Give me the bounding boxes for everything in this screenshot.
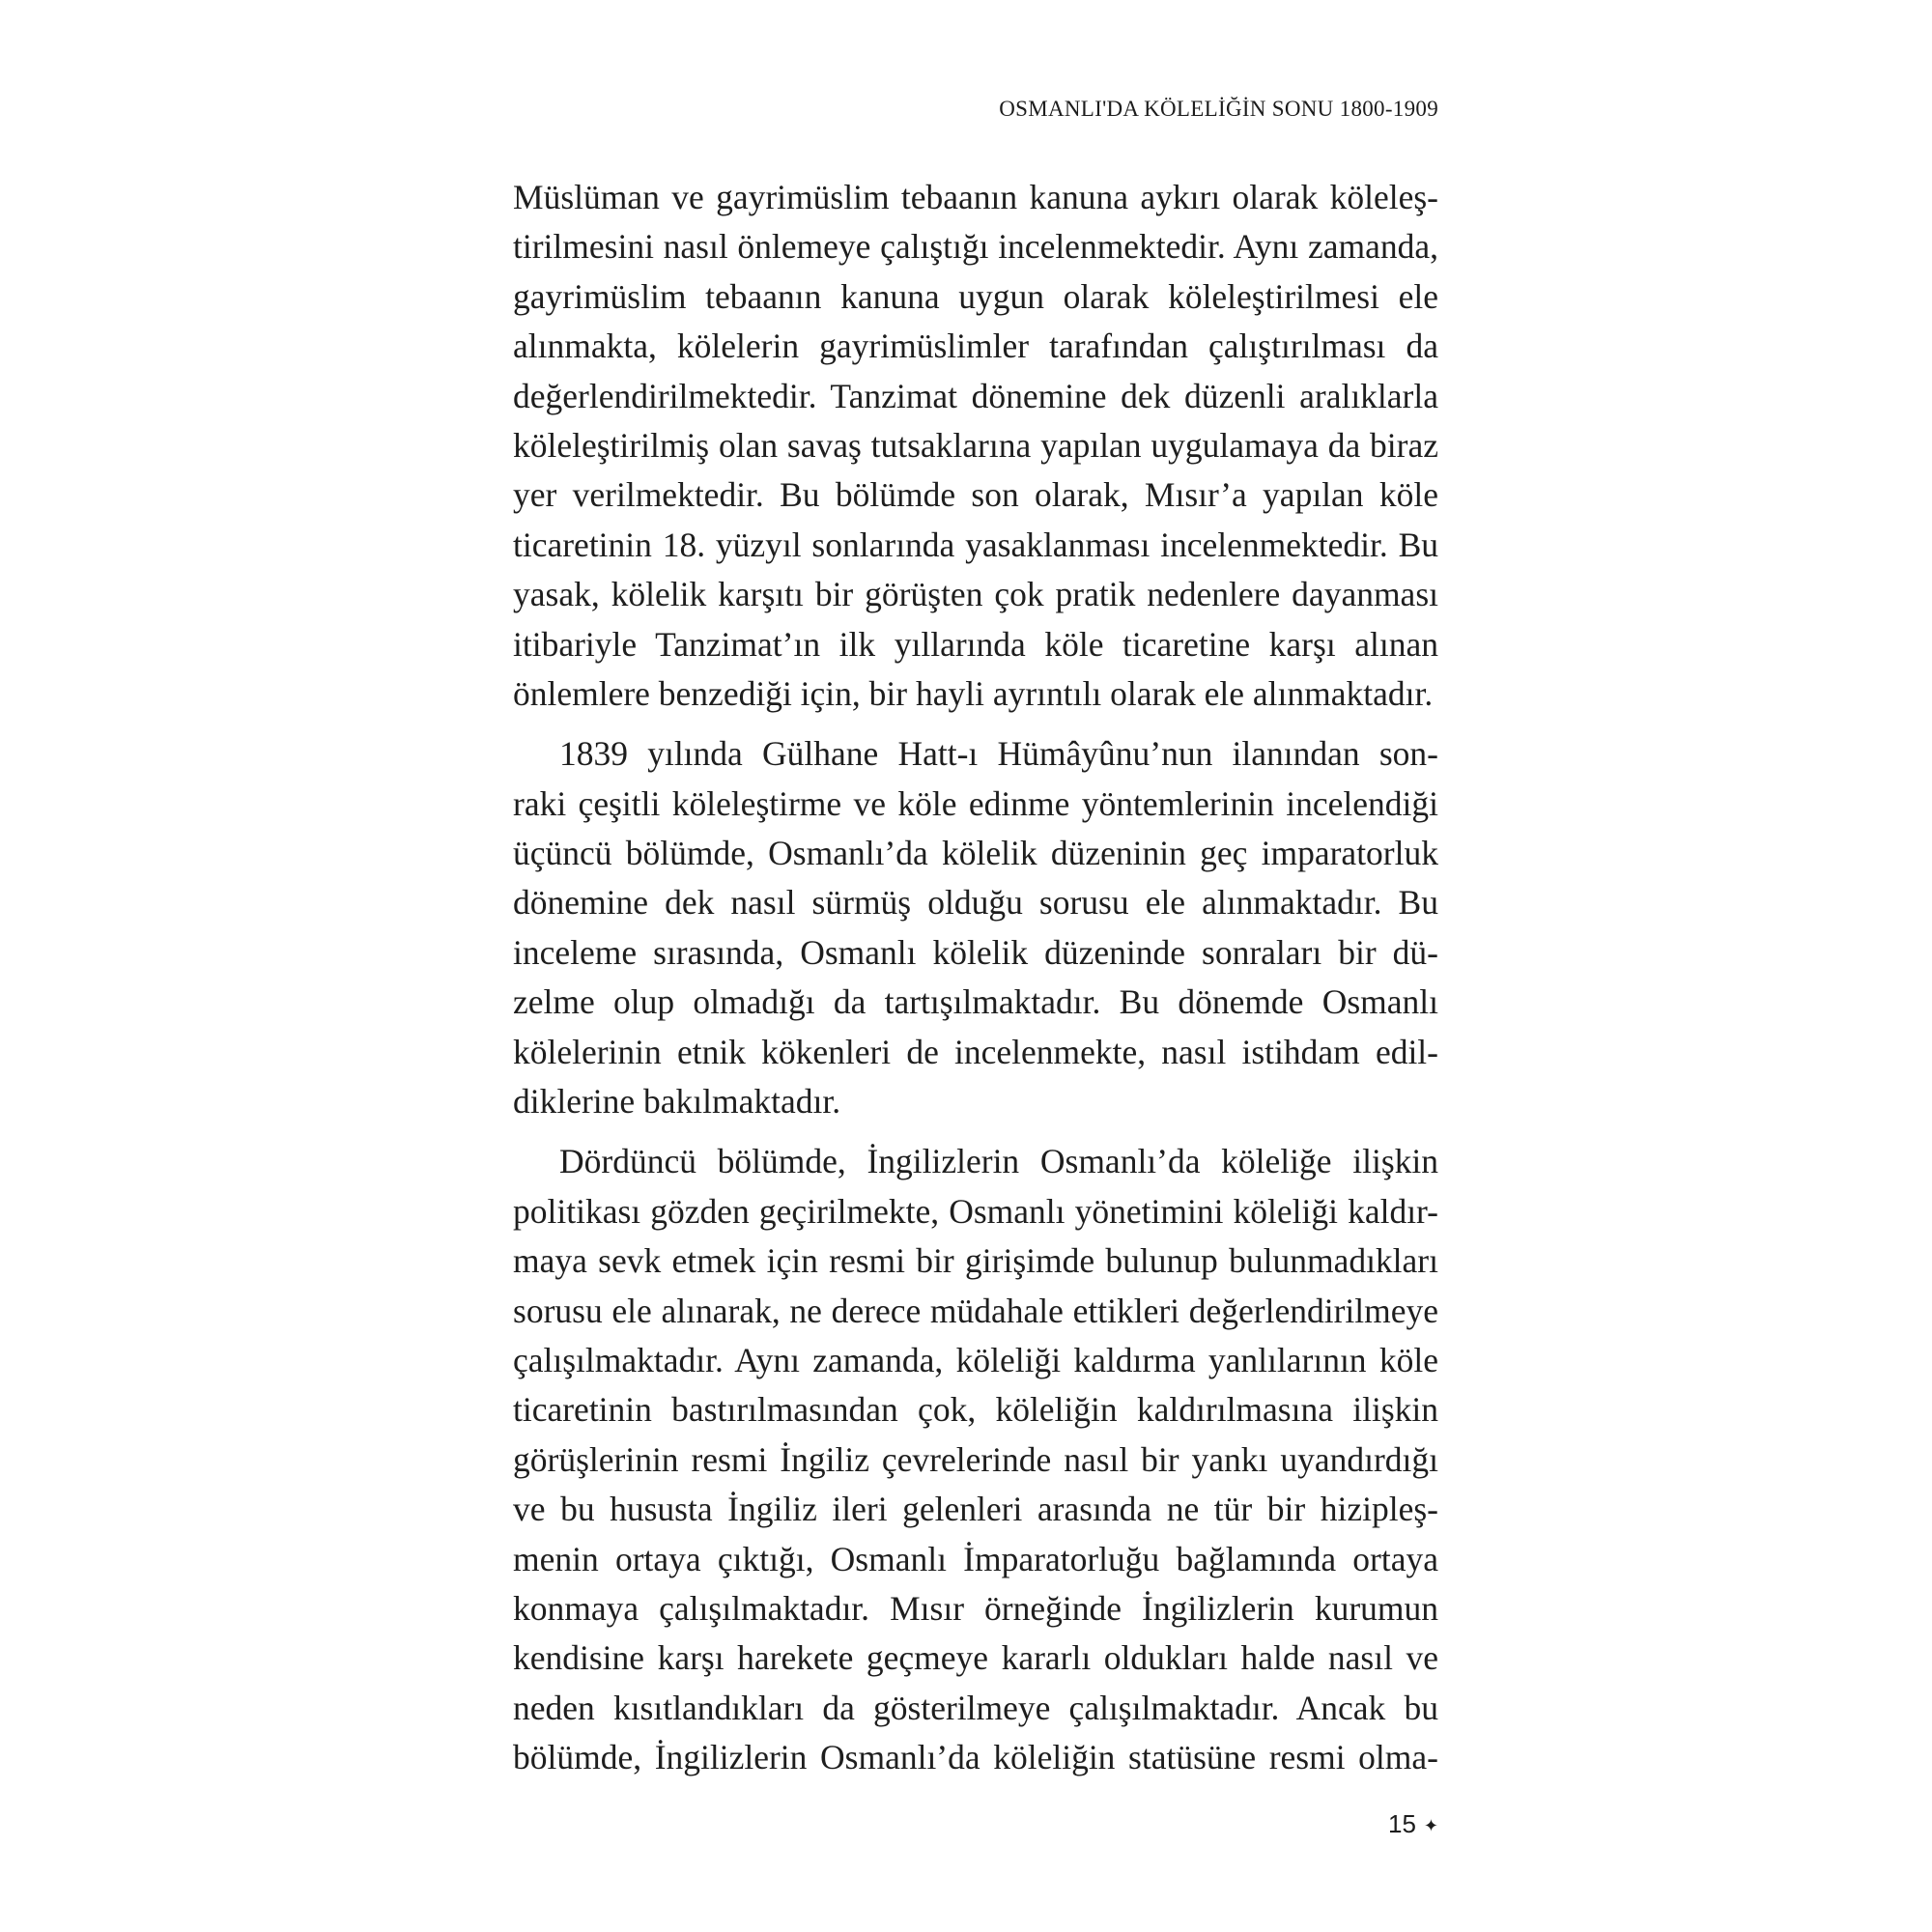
star-ornament-icon: ✦	[1423, 1816, 1438, 1835]
text-line: neden kısıtlandıkları da gösterilmeye çalışılmaktadır. Ancak bu	[513, 1688, 1438, 1727]
text-line: görüşlerinin resmi İngiliz çevrelerinde nasıl bir yankı uyandırdığı	[513, 1439, 1438, 1479]
text-line: ticaretinin 18. yüzyıl sonlarında yasaklanması incelenmektedir. Bu	[513, 525, 1438, 564]
text-line: sorusu ele alınarak, ne derece müdahale ettikleri değerlendirilmeye	[513, 1291, 1438, 1330]
running-header: OSMANLI'DA KÖLELİĞİN SONU 1800-1909	[999, 97, 1438, 121]
text-line: yasak, kölelik karşıtı bir görüşten çok pratik nedenlere dayanması	[513, 575, 1438, 614]
text-line: kölelerinin etnik kökenleri de incelenmekte, nasıl istihdam edil-	[513, 1032, 1438, 1071]
page-footer	[1256, 1809, 1438, 1839]
text-line: gayrimüslim tebaanın kanuna uygun olarak köleleştirilmesi ele	[513, 276, 1438, 316]
page-number: 15	[1387, 1809, 1416, 1838]
paragraph	[513, 173, 1438, 719]
text-line: Müslüman ve gayrimüslim tebaanın kanuna aykırı olarak köleleş-	[513, 178, 1438, 216]
body-text	[513, 173, 1438, 1783]
text-line: tirilmesini nasıl önlemeye çalıştığı incelenmektedir. Aynı zamanda,	[513, 227, 1438, 267]
text-line: konmaya çalışılmaktadır. Mısır örneğinde İngilizlerin kurumun	[513, 1588, 1438, 1628]
text-line: dönemine dek nasıl sürmüş olduğu sorusu ele alınmaktadır. Bu	[513, 883, 1438, 923]
text-line: menin ortaya çıktığı, Osmanlı İmparatorluğu bağlamında ortaya	[513, 1539, 1438, 1578]
text-line: diklerine bakılmaktadır.	[513, 1082, 841, 1122]
text-line: yer verilmektedir. Bu bölümde son olarak, Mısır’a yapılan köle	[513, 475, 1438, 515]
paragraph	[513, 1137, 1438, 1782]
text-line: alınmakta, kölelerin gayrimüslimler tarafından çalıştırılması da	[513, 327, 1438, 366]
text-line: ve bu hususta İngiliz ileri gelenleri arasında ne tür bir hizipleş-	[513, 1490, 1438, 1529]
paragraph	[513, 729, 1438, 1126]
text-line: itibariyle Tanzimat’ın ilk yıllarında köle ticaretine karşı alınan	[513, 624, 1438, 664]
text-line: raki çeşitli köleleştirme ve köle edinme yöntemlerinin incelendiği	[513, 783, 1438, 823]
text-line: inceleme sırasında, Osmanlı kölelik düzeninde sonraları bir dü-	[513, 932, 1438, 972]
text-line: maya sevk etmek için resmi bir girişimde bulunup bulunmadıkları	[513, 1241, 1438, 1281]
text-line: üçüncü bölümde, Osmanlı’da kölelik düzeninin geç imparatorluk	[513, 834, 1438, 873]
paragraph-gap	[513, 719, 1438, 729]
text-line: kendisine karşı harekete geçmeye kararlı oldukları halde nasıl ve	[513, 1638, 1438, 1678]
text-line: zelme olup olmadığı da tartışılmaktadır. Bu dönemde Osmanlı	[513, 982, 1438, 1022]
text-line: bölümde, İngilizlerin Osmanlı’da köleliğin statüsüne resmi olma-	[513, 1738, 1438, 1777]
text-line: çalışılmaktadır. Aynı zamanda, köleliği kaldırma yanlılarının köle	[513, 1340, 1438, 1379]
text-line: politikası gözden geçirilmekte, Osmanlı yönetimini köleliği kaldır-	[513, 1191, 1438, 1231]
text-line: değerlendirilmektedir. Tanzimat dönemine dek düzenli aralıklarla	[513, 376, 1438, 415]
paragraph-gap	[513, 1126, 1438, 1137]
text-line: köleleştirilmiş olan savaş tutsaklarına yapılan uygulamaya da biraz	[513, 425, 1438, 465]
text-line: 1839 yılında Gülhane Hatt-ı Hümâyûnu’nun ilanından son-	[559, 734, 1438, 774]
text-line: ticaretinin bastırılmasından çok, köleliğin kaldırılmasına ilişkin	[513, 1390, 1438, 1430]
text-line: önlemlere benzediği için, bir hayli ayrıntılı olarak ele alınmaktadır.	[513, 673, 1434, 713]
text-line: Dördüncü bölümde, İngilizlerin Osmanlı’da köleliğe ilişkin	[559, 1142, 1438, 1181]
